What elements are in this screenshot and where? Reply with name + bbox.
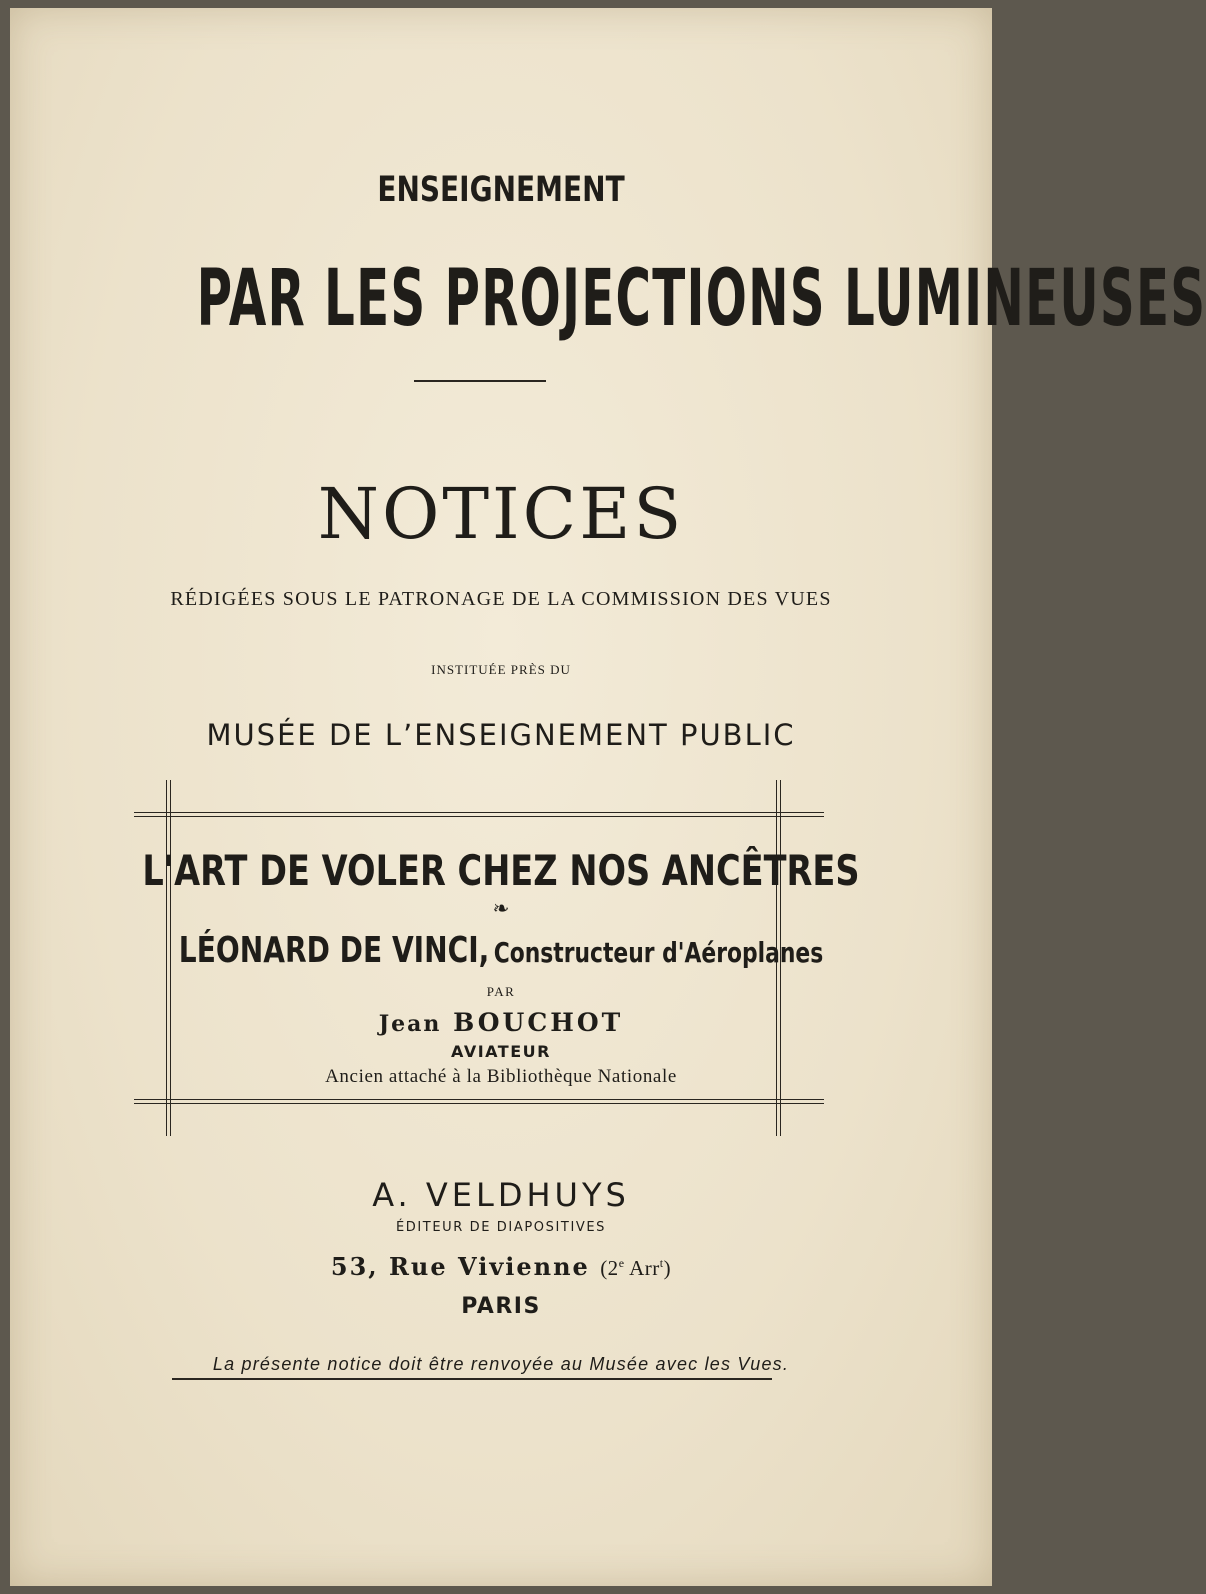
publisher-role: ÉDITEUR DE DIAPOSITIVES bbox=[395, 1220, 607, 1235]
frame-top-line-outer bbox=[134, 812, 824, 813]
author-first-name: Jean bbox=[378, 1011, 442, 1037]
arrondissement: (2e Arr$^t$) bbox=[600, 1256, 672, 1280]
publisher-address bbox=[10, 1252, 992, 1281]
author-last-name: BOUCHOT bbox=[453, 1008, 624, 1037]
title-divider bbox=[414, 380, 546, 382]
header-line-2: PAR LES PROJECTIONS LUMINEUSES bbox=[196, 254, 1206, 344]
by-label: PAR bbox=[486, 984, 516, 999]
header-line-1: ENSEIGNEMENT bbox=[377, 170, 625, 210]
frame-bottom-line-outer bbox=[134, 1103, 824, 1104]
author-role: AVIATEUR bbox=[451, 1042, 551, 1061]
subtitle-line-2: INSTITUÉE PRÈS DU bbox=[431, 662, 571, 677]
frame-bottom-line-inner bbox=[134, 1099, 824, 1100]
subject-role: Constructeur d'Aéroplanes bbox=[493, 936, 824, 969]
author-name bbox=[10, 1008, 992, 1037]
publisher-city: PARIS bbox=[461, 1294, 541, 1319]
publisher-name: A. VELDHUYS bbox=[372, 1176, 630, 1214]
author-note: Ancien attaché à la Bibliothèque Nationale bbox=[325, 1066, 677, 1087]
street-address: 53, Rue Vivienne bbox=[330, 1252, 590, 1281]
return-notice: La présente notice doit être renvoyée au Musée avec les Vues. bbox=[212, 1354, 790, 1374]
subtitle-line-1: RÉDIGÉES SOUS LE PATRONAGE DE LA COMMISSION DES VUES bbox=[170, 588, 832, 610]
box-title: L'ART DE VOLER CHEZ NOS ANCÊTRES bbox=[142, 846, 860, 895]
museum-name: MUSÉE DE L’ENSEIGNEMENT PUBLIC bbox=[206, 718, 796, 752]
fleuron-ornament: ❧ bbox=[492, 896, 510, 920]
frame-top-line-inner bbox=[134, 816, 824, 817]
notice-underline bbox=[172, 1378, 772, 1380]
pamphlet-cover bbox=[10, 8, 1206, 1586]
subject-name: LÉONARD DE VINCI, bbox=[178, 930, 490, 971]
box-subject bbox=[118, 930, 884, 971]
main-title: NOTICES bbox=[317, 473, 685, 555]
